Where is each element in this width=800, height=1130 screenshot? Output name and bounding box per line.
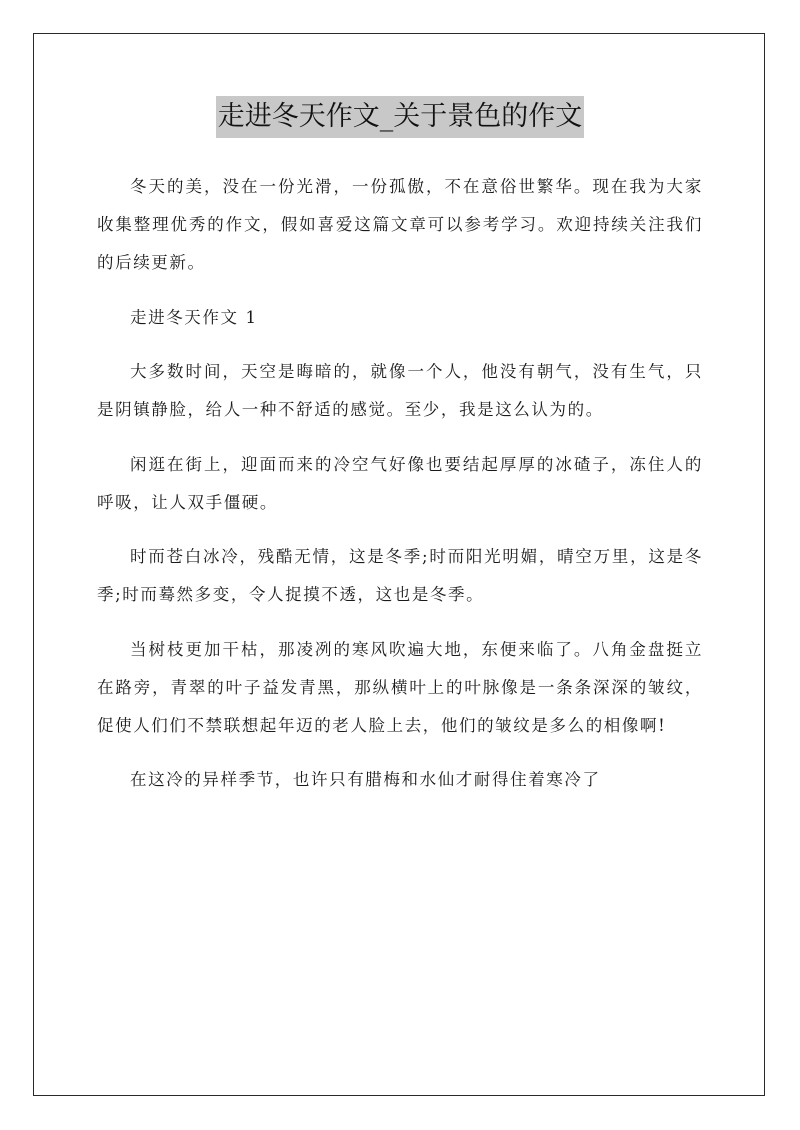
- document-body: [97, 168, 703, 816]
- paragraph-intro: 冬天的美，没在一份光滑，一份孤傲，不在意俗世繁华。现在我为大家收集整理优秀的作文，假如喜爱这篇文章可以参考学习。欢迎持续关注我们的后续更新。: [97, 177, 703, 272]
- title-container: [0, 96, 800, 138]
- paragraph: 大多数时间，天空是晦暗的，就像一个人，他没有朝气，没有生气，只是阴镇静脸，给人一种不舒适的感觉。至少，我是这么认为的。: [97, 362, 703, 419]
- section-heading: 走进冬天作文 1: [130, 307, 258, 327]
- paragraph: 闲逛在街上，迎面而来的冷空气好像也要结起厚厚的冰碴子，冻住人的呼吸，让人双手僵硬。: [97, 454, 703, 512]
- paragraph: 时而苍白冰冷，残酷无情，这是冬季;时而阳光明媚，晴空万里，这是冬季;时而蓦然多变，令人捉摸不透，这也是冬季。: [97, 547, 703, 604]
- paragraph: 当树枝更加干枯，那凌冽的寒风吹遍大地，东便来临了。八角金盘挺立在路旁，青翠的叶子益发青黑，那纵横叶上的叶脉像是一条条深深的皱纹，促使人们们不禁联想起年迈的老人脸上去，他们的皱纹是多么的相像啊!: [97, 639, 703, 735]
- document-title: 走进冬天作文_关于景色的作文: [216, 96, 585, 138]
- paragraph: 在这冷的异样季节，也许只有腊梅和水仙才耐得住着寒冷了: [130, 770, 601, 789]
